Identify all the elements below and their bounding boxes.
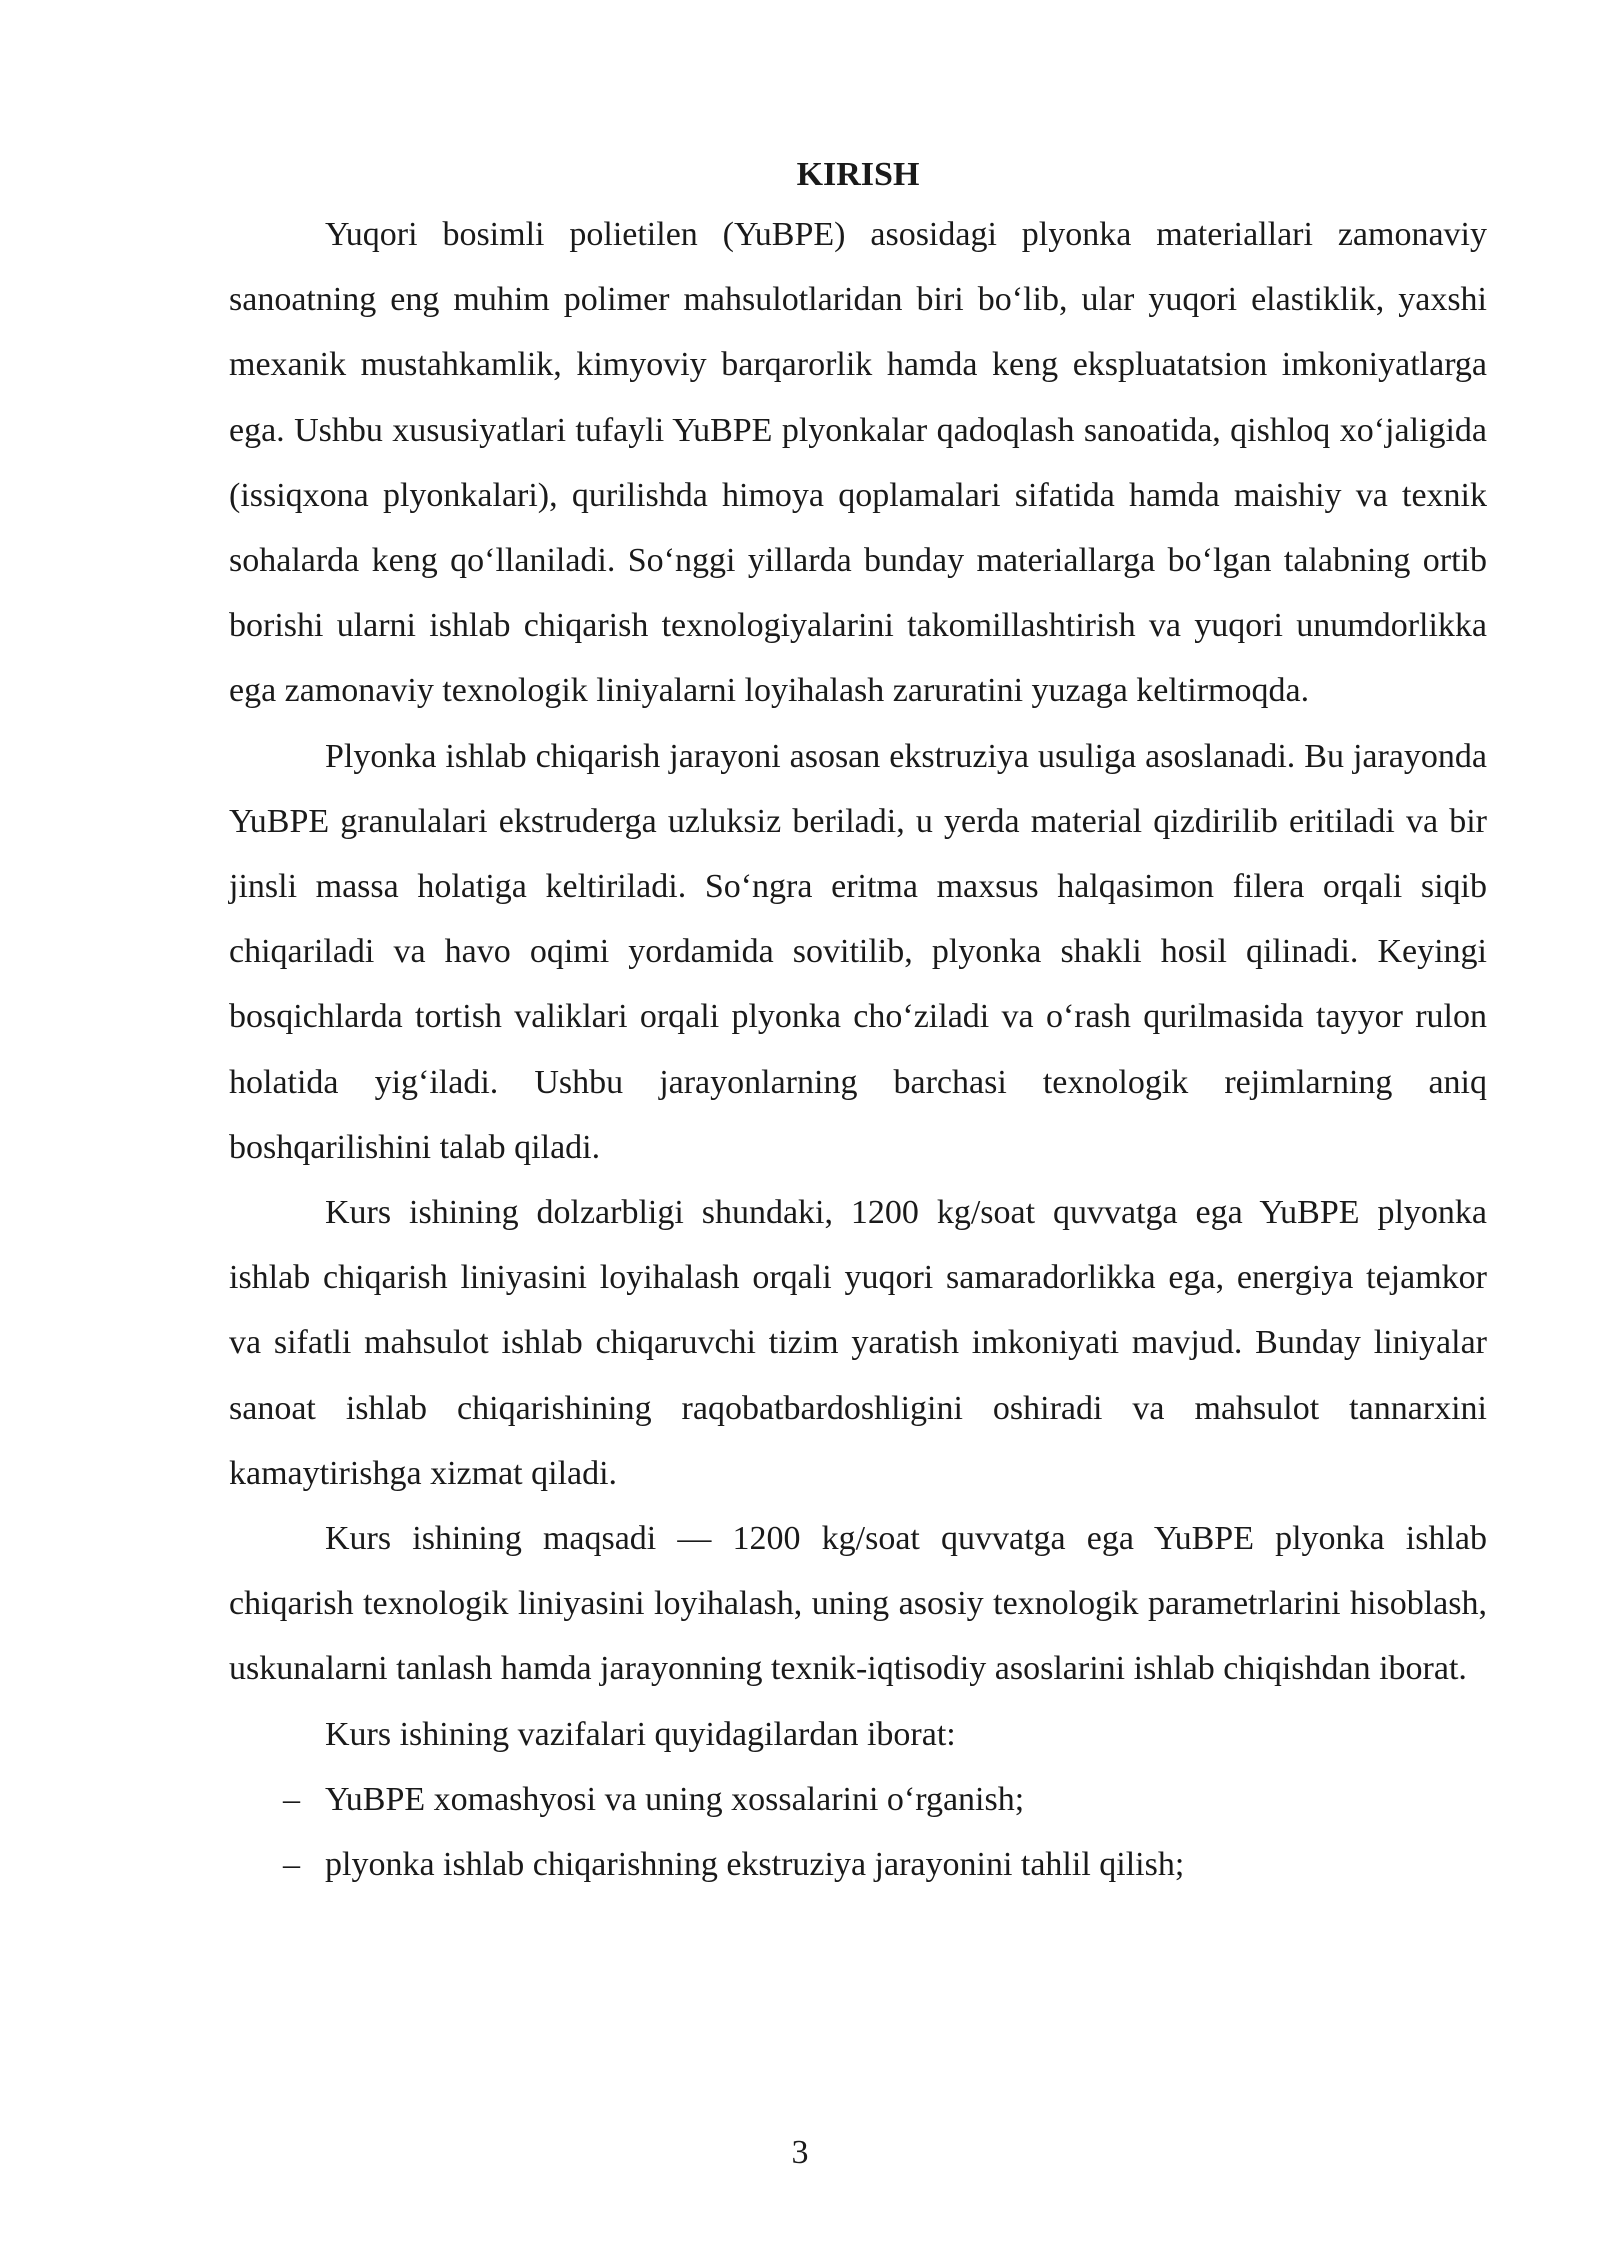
list-item-text: plyonka ishlab chiqarishning ekstruziya jarayonini tahlil qilish; <box>325 1846 1185 1884</box>
list-item-text: YuBPE xomashyosi va uning xossalarini o‘rganish; <box>325 1780 1025 1818</box>
dash-bullet-icon: – <box>283 1846 300 1884</box>
task-list <box>229 1767 1487 1897</box>
paragraph-introduction: Yuqori bosimli polietilen (YuBPE) asosidagi plyonka materiallari zamonaviy sanoatning eng muhim polimer mahsulotlaridan biri bo‘lib, ular yuqori elastiklik, yaxshi mexanik mustahkamlik, kimyoviy barqarorlik hamda keng ekspluatatsion imkoniyatlarga ega. Ushbu xususiyatlari tufayli YuBPE plyonkalar qadoqlash sanoatida, qishloq xo‘jaligida (issiqxona plyonkalari), qurilishda himoya qoplamalari sifatida hamda maishiy va texnik sohalarda keng qo‘llaniladi. So‘nggi yillarda bunday materiallarga bo‘lgan talabning ortib borishi ularni ishlab chiqarish texnologiyalarini takomillashtirish va yuqori unumdorlikka ega zamonaviy texnologik liniyalarni loyihalash zaruratini yuzaga keltirmoqda. <box>229 216 1487 710</box>
dash-bullet-icon: – <box>283 1780 300 1818</box>
page-number: 3 <box>791 2134 809 2171</box>
list-item <box>229 1767 1487 1832</box>
paragraph-relevance: Kurs ishining dolzarbligi shundaki, 1200 kg/soat quvvatga ega YuBPE plyonka ishlab chiqarish liniyasini loyihalash orqali yuqori samaradorlikka ega, energiya tejamkor va sifatli mahsulot ishlab chiqaruvchi tizim yaratish imkoniyati mavjud. Bunday liniyalar sanoat ishlab chiqarishining raqobatbardoshligini oshiradi va mahsulot tannarxini kamaytirishga xizmat qiladi. <box>229 1194 1487 1492</box>
paragraph-process: Plyonka ishlab chiqarish jarayoni asosan ekstruziya usuliga asoslanadi. Bu jarayonda YuBPE granulalari ekstruderga uzluksiz beriladi, u yerda material qizdirilib eritiladi va bir jinsli massa holatiga keltiriladi. So‘ngra eritma maxsus halqasimon filera orqali siqib chiqariladi va havo oqimi yordamida sovitilib, plyonka shakli hosil qilinadi. Keyingi bosqichlarda tortish valiklari orqali plyonka cho‘ziladi va o‘rash qurilmasida tayyor rulon holatida yig‘iladi. Ushbu jarayonlarning barchasi texnologik rejimlarning aniq boshqarilishini talab qiladi. <box>229 737 1487 1166</box>
paragraph-tasks-intro: Kurs ishining vazifalari quyidagilardan iborat: <box>325 1715 956 1753</box>
list-item <box>229 1832 1487 1897</box>
document-page <box>229 150 1487 1897</box>
section-title: KIRISH <box>796 156 920 193</box>
paragraph-goal: Kurs ishining maqsadi — 1200 kg/soat quvvatga ega YuBPE plyonka ishlab chiqarish texnologik liniyasini loyihalash, uning asosiy texnologik parametrlarini hisoblash, uskunalarni tanlash hamda jarayonning texnik-iqtisodiy asoslarini ishlab chiqishdan iborat. <box>229 1520 1487 1688</box>
